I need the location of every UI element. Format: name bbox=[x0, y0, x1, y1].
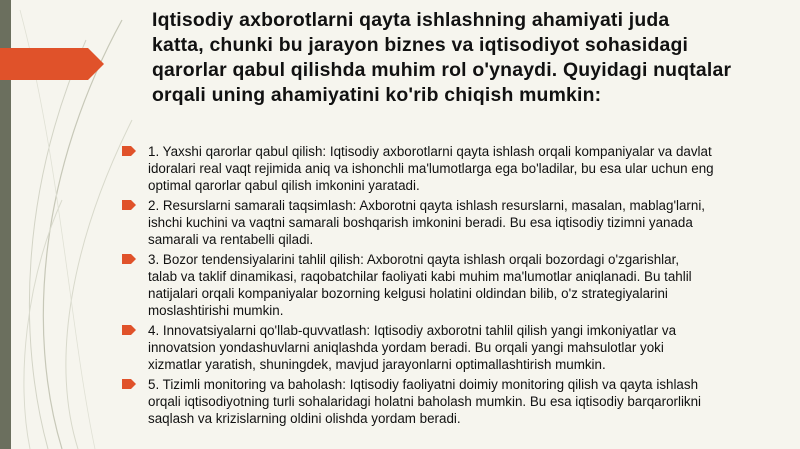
arrow-bullet-icon bbox=[122, 379, 136, 389]
point-text bbox=[148, 251, 792, 319]
arrow-bullet-icon bbox=[122, 200, 136, 210]
point-text bbox=[148, 143, 792, 194]
point-line: 2. Resurslarni samarali taqsimlash: Axborotni qayta ishlash resurslarni, masalan, mablag'larni, bbox=[148, 198, 706, 213]
point-line: natijalari orqali kompaniyalar bozorning kelgusi holatini oldindan bilib, o'z strategiyalarini bbox=[148, 286, 668, 301]
point-line: optimal qarorlar qabul qilish imkonini yaratadi. bbox=[148, 178, 420, 193]
point-line: 3. Bozor tendensiyalarini tahlil qilish: Axborotni qayta ishlash orqali bozordagi o'zgarishlar, bbox=[148, 252, 680, 267]
arrow-bullet-icon bbox=[122, 146, 136, 156]
point-line: talab va taklif dinamikasi, raqobatchilar faoliyati kabi muhim ma'lumotlar aniqlanadi. Bu tahlil bbox=[148, 269, 692, 284]
point-item-2 bbox=[120, 197, 792, 248]
point-line: 5. Tizimli monitoring va baholash: Iqtisodiy faoliyatni doimiy monitoring qilish va qayta ishlash bbox=[148, 377, 699, 392]
point-item-5 bbox=[120, 376, 792, 427]
point-text bbox=[148, 322, 792, 373]
point-line: orqali iqtisodiyotning turli sohalaridagi holatni baholash mumkin. Bu esa iqtisodiy barqarorlikni bbox=[148, 394, 702, 409]
title-arrow-shape bbox=[0, 48, 104, 80]
point-line: saqlash va krizislarning oldini olishda yordam beradi. bbox=[148, 411, 461, 426]
point-line: ishchi kuchini va vaqtni samarali boshqarish imkonini beradi. Bu esa iqtisodiy tizimni yanada bbox=[148, 215, 693, 230]
points-list bbox=[120, 143, 792, 430]
arrow-bullet-icon bbox=[122, 254, 136, 264]
title-line: qarorlar qabul qilishda muhim rol o'ynaydi. Quyidagi nuqtalar bbox=[152, 59, 732, 81]
title-line: Iqtisodiy axborotlarni qayta ishlashning ahamiyati juda bbox=[152, 9, 670, 31]
point-item-1 bbox=[120, 143, 792, 194]
point-line: idoralari real vaqt rejimida aniq va ishonchli ma'lumotlarga ega bo'ladilar, bu esa ular uchun eng bbox=[148, 161, 714, 176]
point-line: 4. Innovatsiyalarni qo'llab-quvvatlash: Iqtisodiy axborotni tahlil qilish yangi imkoniyatlar va bbox=[148, 323, 677, 338]
title-line: orqali uning ahamiyatini ko'rib chiqish mumkin: bbox=[152, 84, 602, 106]
point-item-3 bbox=[120, 251, 792, 319]
title-line: katta, chunki bu jarayon biznes va iqtisodiyot sohasidagi bbox=[152, 34, 689, 56]
point-line: xizmatlar yaratish, shuningdek, mavjud jarayonlarni optimallashtirish mumkin. bbox=[148, 357, 606, 372]
point-item-4 bbox=[120, 322, 792, 373]
slide-title bbox=[152, 8, 772, 108]
point-text bbox=[148, 376, 792, 427]
point-text bbox=[148, 197, 792, 248]
point-line: moslashtirishi mumkin. bbox=[148, 303, 284, 318]
arrow-bullet-icon bbox=[122, 325, 136, 335]
point-line: innovatsion yondashuvlarni aniqlashda yordam beradi. Bu orqali yangi mahsulotlar yoki bbox=[148, 340, 664, 355]
point-line: 1. Yaxshi qarorlar qabul qilish: Iqtisodiy axborotlarni qayta ishlash orqali kompaniyalar va davlat bbox=[148, 144, 712, 159]
point-line: samarali va rentabelli qiladi. bbox=[148, 232, 314, 247]
